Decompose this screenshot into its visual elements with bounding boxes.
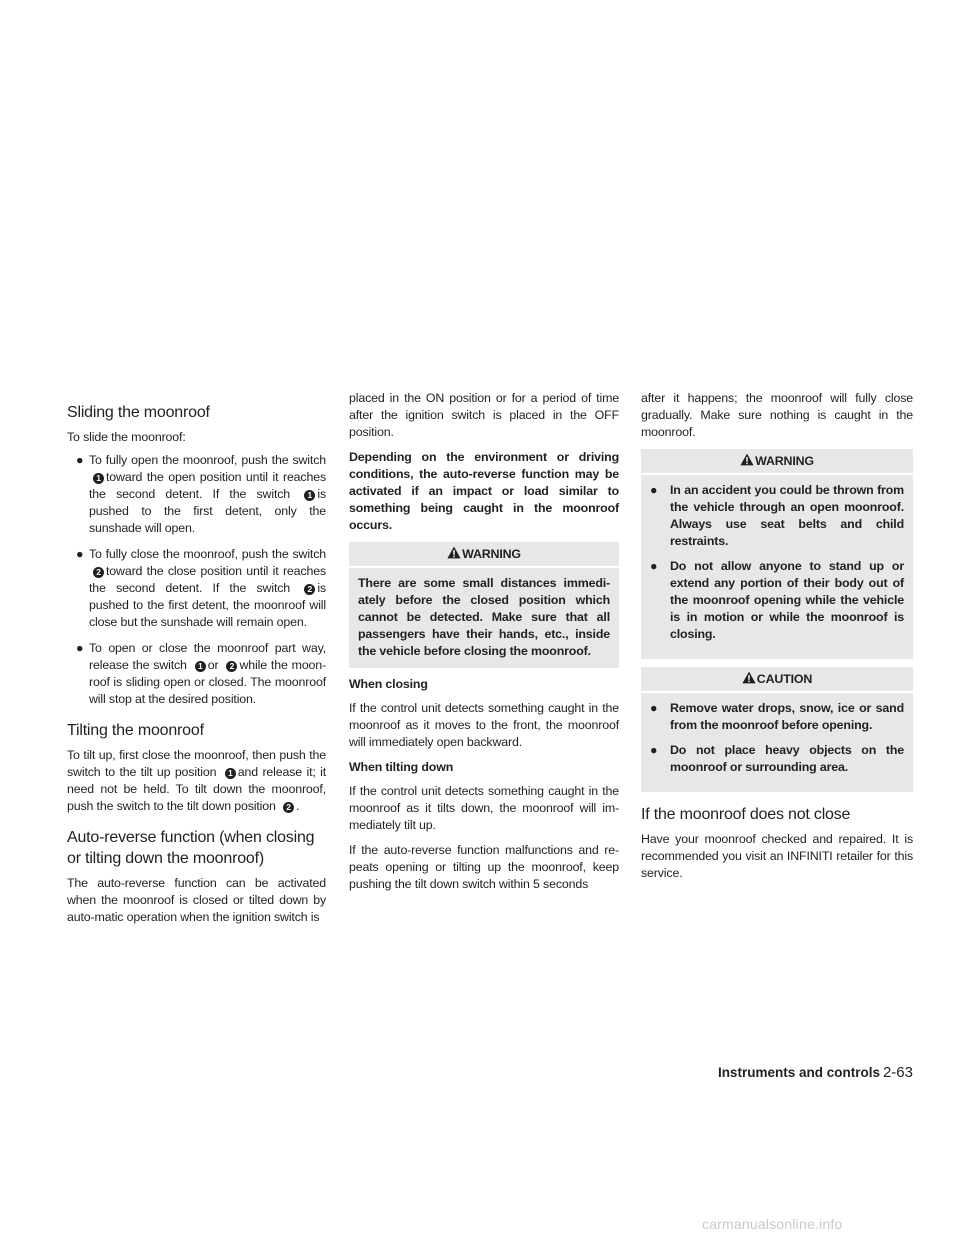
page-number: 2-63 bbox=[882, 1064, 913, 1081]
callout-2-icon: 2 bbox=[304, 584, 315, 595]
heading-when-closing: When closing bbox=[349, 677, 428, 691]
warning-triangle-icon bbox=[740, 453, 754, 466]
callout-1-icon: 1 bbox=[195, 661, 206, 672]
column-right bbox=[641, 390, 913, 890]
bullet-icon: ● bbox=[650, 701, 658, 715]
malfunction-paragraph: If the auto-reverse function malfunctions and re-peats opening or tilting up the moonroof, keep pushing the tilt down switch within 5 seconds bbox=[349, 843, 619, 891]
heading-auto-reverse: Auto-reverse function (when closing or tilting down the moonroof) bbox=[67, 829, 315, 867]
closing-paragraph: If the control unit detects something caught in the moonroof as it moves to the front, the moonroof will immediately open backward. bbox=[349, 701, 619, 749]
callout-2-icon: 2 bbox=[93, 567, 104, 578]
warning-list bbox=[650, 482, 904, 643]
bullet-icon: ● bbox=[650, 559, 658, 573]
footer-section-title: Instruments and controls bbox=[717, 1065, 880, 1080]
warning-text: There are some small distances immedi-ately before the closed position which cannot be detected. Make sure that all passengers have their hands, etc., inside the vehicle before closing the moonroof. bbox=[358, 576, 610, 658]
list-item: ● Do not place heavy objects on the moonroof or surrounding area. bbox=[650, 743, 904, 774]
tilting-paragraph: To tilt up, first close the moonroof, then push the switch to the tilt up position 1 and release it; it need not be held. To tilt down the moonroof, push the switch to the tilt down position 2 . bbox=[67, 748, 327, 813]
list-item: ● Do not allow anyone to stand up or extend any portion of their body out of the moonroof opening while the vehicle is in motion or while the moonroof is closing. bbox=[650, 559, 904, 641]
bullet-icon: ● bbox=[76, 453, 84, 467]
bullet-icon: ● bbox=[76, 641, 84, 655]
caution-box bbox=[641, 667, 913, 792]
watermark: carmanualsonline.info bbox=[702, 1216, 843, 1232]
not-close-paragraph: Have your moonroof checked and repaired. It is recommended you visit an INFINITI retailer for this service. bbox=[641, 832, 913, 880]
warning-triangle-icon bbox=[742, 671, 756, 684]
list-item: ● To open or close the moonroof part way, release the switch 1 or 2 while the moon-roof is sliding open or closed. The moonroof will stop at the desired position. bbox=[76, 641, 327, 706]
warning-box bbox=[349, 542, 619, 668]
auto-reverse-paragraph: The auto-reverse function can be activated when the moonroof is closed or tilted down by auto-matic operation when the ignition switch is bbox=[67, 876, 326, 924]
warning-box bbox=[641, 449, 913, 659]
column-middle bbox=[349, 390, 619, 901]
list-item: ● To fully close the moonroof, push the switch 2 toward the close position until it reaches the second detent. If the switch 2 is pushed to the first detent, the moonroof will close but the sunshade will remain open. bbox=[76, 547, 326, 629]
warning-title: WARNING bbox=[641, 449, 913, 475]
continued-paragraph: placed in the ON position or for a period of time after the ignition switch is placed in the OFF position. bbox=[349, 391, 619, 439]
caution-title: CAUTION bbox=[641, 667, 913, 693]
sliding-list bbox=[67, 452, 326, 708]
bullet-icon: ● bbox=[650, 743, 658, 757]
bullet-icon: ● bbox=[650, 483, 658, 497]
continued-paragraph: after it happens; the moonroof will fully close gradually. Make sure nothing is caught in the moonroof. bbox=[641, 391, 913, 439]
callout-2-icon: 2 bbox=[226, 661, 237, 672]
column-left bbox=[67, 402, 326, 934]
bullet-icon: ● bbox=[76, 547, 84, 561]
callout-1-icon: 1 bbox=[304, 490, 315, 501]
caution-list bbox=[650, 700, 904, 776]
sliding-intro: To slide the moonroof: bbox=[67, 430, 186, 444]
warning-title: WARNING bbox=[349, 542, 619, 568]
heading-tilting: Tilting the moonroof bbox=[67, 722, 204, 739]
callout-1-icon: 1 bbox=[225, 768, 236, 779]
heading-not-close: If the moonroof does not close bbox=[641, 806, 851, 823]
heading-when-tilting-down: When tilting down bbox=[349, 760, 454, 774]
heading-sliding: Sliding the moonroof bbox=[67, 404, 210, 421]
tilting-down-paragraph: If the control unit detects something caught in the moonroof as it tilts down, the moonroof will im-mediately tilt up. bbox=[349, 784, 619, 832]
list-item: ● To fully open the moonroof, push the switch 1 toward the open position until it reaches the second detent. If the switch 1 is pushed to the first detent, only the sunshade will open. bbox=[76, 453, 326, 535]
warning-triangle-icon bbox=[447, 546, 461, 559]
callout-2-icon: 2 bbox=[283, 802, 294, 813]
list-item: ● In an accident you could be thrown from the vehicle through an open moonroof. Always use seat belts and child restraints. bbox=[650, 483, 904, 548]
auto-reverse-note: Depending on the environment or driving conditions, the auto-reverse function may be activated if an impact or load similar to something being caught in the moonroof occurs. bbox=[349, 450, 619, 532]
list-item: ● Remove water drops, snow, ice or sand from the moonroof before opening. bbox=[650, 701, 904, 732]
page-footer bbox=[698, 1064, 913, 1081]
callout-1-icon: 1 bbox=[93, 473, 104, 484]
